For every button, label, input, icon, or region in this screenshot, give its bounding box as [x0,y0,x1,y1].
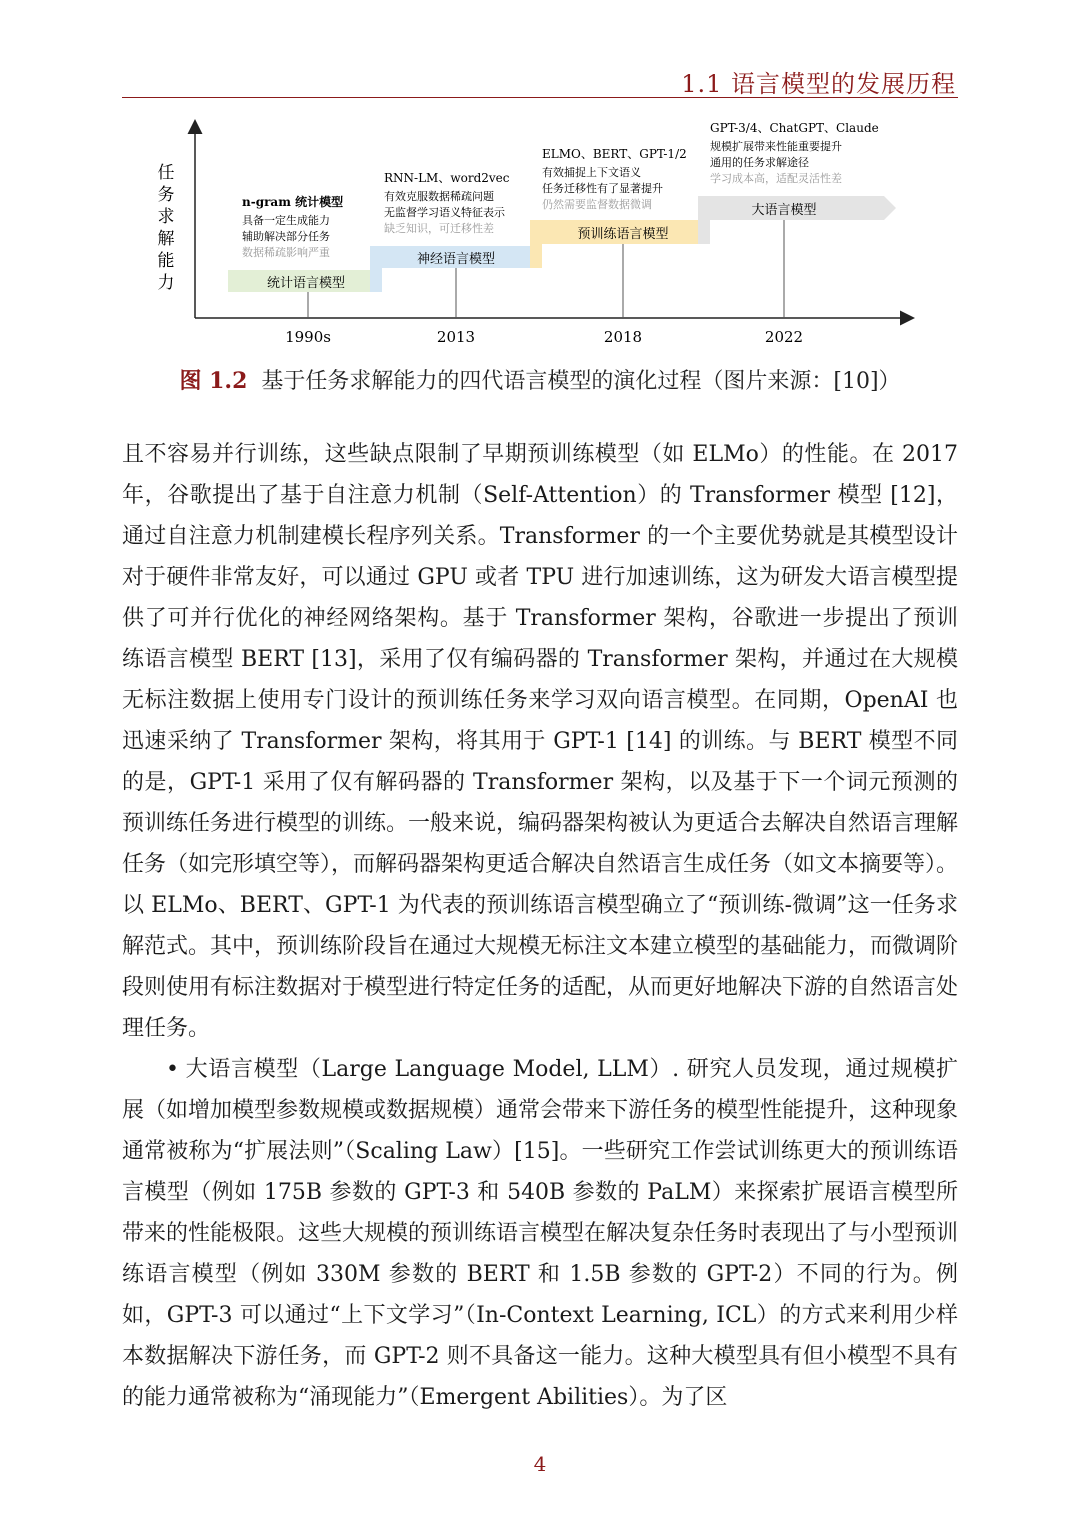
bullet-paragraph [122,1049,958,1418]
stage-desc-line: 通用的任务求解途径 [710,156,809,169]
y-label-char: 务 [157,185,175,205]
evolution-figure [150,112,930,352]
stage-desc-line: 仍然需要监督数据微调 [542,198,652,211]
stage-label: 预训练语言模型 [577,227,669,242]
bullet-icon: • [166,1057,179,1082]
stage-title: ELMO、BERT、GPT-1/2 [542,147,687,161]
stage-desc-line: 具备一定生成能力 [242,214,330,227]
stage-title: n-gram 统计模型 [242,195,344,209]
stage-large-lm [698,121,896,244]
header-rule [122,97,958,98]
stage-desc-line: 学习成本高，适配灵活性差 [710,172,842,185]
caption-text: 基于任务求解能力的四代语言模型的演化过程（图片来源：[10]） [261,369,901,394]
stage-desc-line: 任务迁移性有了显著提升 [542,182,663,195]
page-number: 4 [533,1452,547,1476]
year-label-2018: 2018 [603,328,643,346]
stage-desc-line: 辅助解决部分任务 [242,230,330,243]
stage-label: 统计语言模型 [266,276,346,291]
stage-title: RNN-LM、word2vec [384,171,510,185]
y-label-char: 力 [157,273,175,293]
stage-pretrained-lm [530,147,706,268]
stage-desc-line: 规模扩展带来性能重要提升 [710,140,842,153]
stage-desc-line: 数据稀疏影响严重 [242,246,330,259]
y-label-char: 求 [157,207,175,227]
bullet-paragraph-text: 大语言模型（Large Language Model, LLM）. 研究人员发现，通过规模扩展（如增加模型参数规模或数据规模）通常会带来下游任务的模型性能提升，这种现象通常被称为“扩展法则”（Scaling Law）[15]。一些研究工作尝试训练更大的预训练语言模型（例如 175B 参数的 GPT-3 和 540B 参数的 PaLM）来探索扩展语言模型所带来的性能极限。这些大规模的预训练语言模型在解决复杂任务时表现出了与小型预训练语言模型（例如 330M 参数的 BERT 和 1.5B 参数的 GPT-2）不同的行为。例如，GPT-3 可以通过“上下文学习”（In-Context Learning, ICL）的方式来利用少样本数据解决下游任务，而 GPT-2 则不具备这一能力。这种大模型具有但小模型不具有的能力通常被称为“涌现能力”（Emergent Abilities）。为了区 [122,1057,959,1410]
stage-neural-lm [370,171,538,292]
stage-desc-line: 缺乏知识，可迁移性差 [384,222,494,235]
paragraph: 且不容易并行训练，这些缺点限制了早期预训练模型（如 ELMo）的性能。在 2017 年，谷歌提出了基于自注意力机制（Self-Attention）的 Transformer 模型 [12]，通过自注意力机制建模长程序列关系。Transformer 的一个主要优势就是其模型设计对于硬件非常友好，可以通过 GPU 或者 TPU 进行加速训练，这为研发大语言模型提供了可并行优化的神经网络架构。基于 Transformer 架构，谷歌进一步提出了预训练语言模型 BERT [13]，采用了仅有编码器的 Transformer 架构，并通过在大规模无标注数据上使用专门设计的预训练任务来学习双向语言模型。在同期，OpenAI 也迅速采纳了 Transformer 架构，将其用于 GPT-1 [14] 的训练。与 BERT 模型不同的是，GPT-1 采用了仅有解码器的 Transformer 架构，以及基于下一个词元预测的预训练任务进行模型的训练。一般来说，编码器架构被认为更适合去解决自然语言理解任务（如完形填空等），而解码器架构更适合解决自然语言生成任务（如文本摘要等）。以 ELMo、BERT、GPT-1 为代表的预训练语言模型确立了“预训练-微调”这一任务求解范式。其中，预训练阶段旨在通过大规模无标注文本建立模型的基础能力，而微调阶段则使用有标注数据对于模型进行特定任务的适配，从而更好地解决下游的自然语言处理任务。 [122,442,959,1041]
year-label-2022: 2022 [764,328,804,346]
caption-number: 图 1.2 [179,368,248,394]
stage-label: 大语言模型 [751,203,817,218]
stage-desc-line: 有效捕捉上下文语义 [542,166,641,179]
y-axis-label [158,163,175,293]
stage-label: 神经语言模型 [416,252,496,267]
running-header: 1.1 语言模型的发展历程 [681,70,956,98]
y-label-char: 任 [157,163,175,183]
stage-statistical-lm [228,194,382,292]
stage-desc-line: 有效克服数据稀疏问题 [384,190,494,203]
year-label-2013: 2013 [436,328,476,346]
stage-title: GPT-3/4、ChatGPT、Claude [710,121,879,135]
stage-desc-line: 无监督学习语义特征表示 [384,206,505,219]
year-label-1990s: 1990s [285,328,331,346]
figure-caption [122,364,958,395]
body-text [122,434,958,1418]
y-label-char: 能 [157,251,175,271]
y-label-char: 解 [157,229,175,249]
